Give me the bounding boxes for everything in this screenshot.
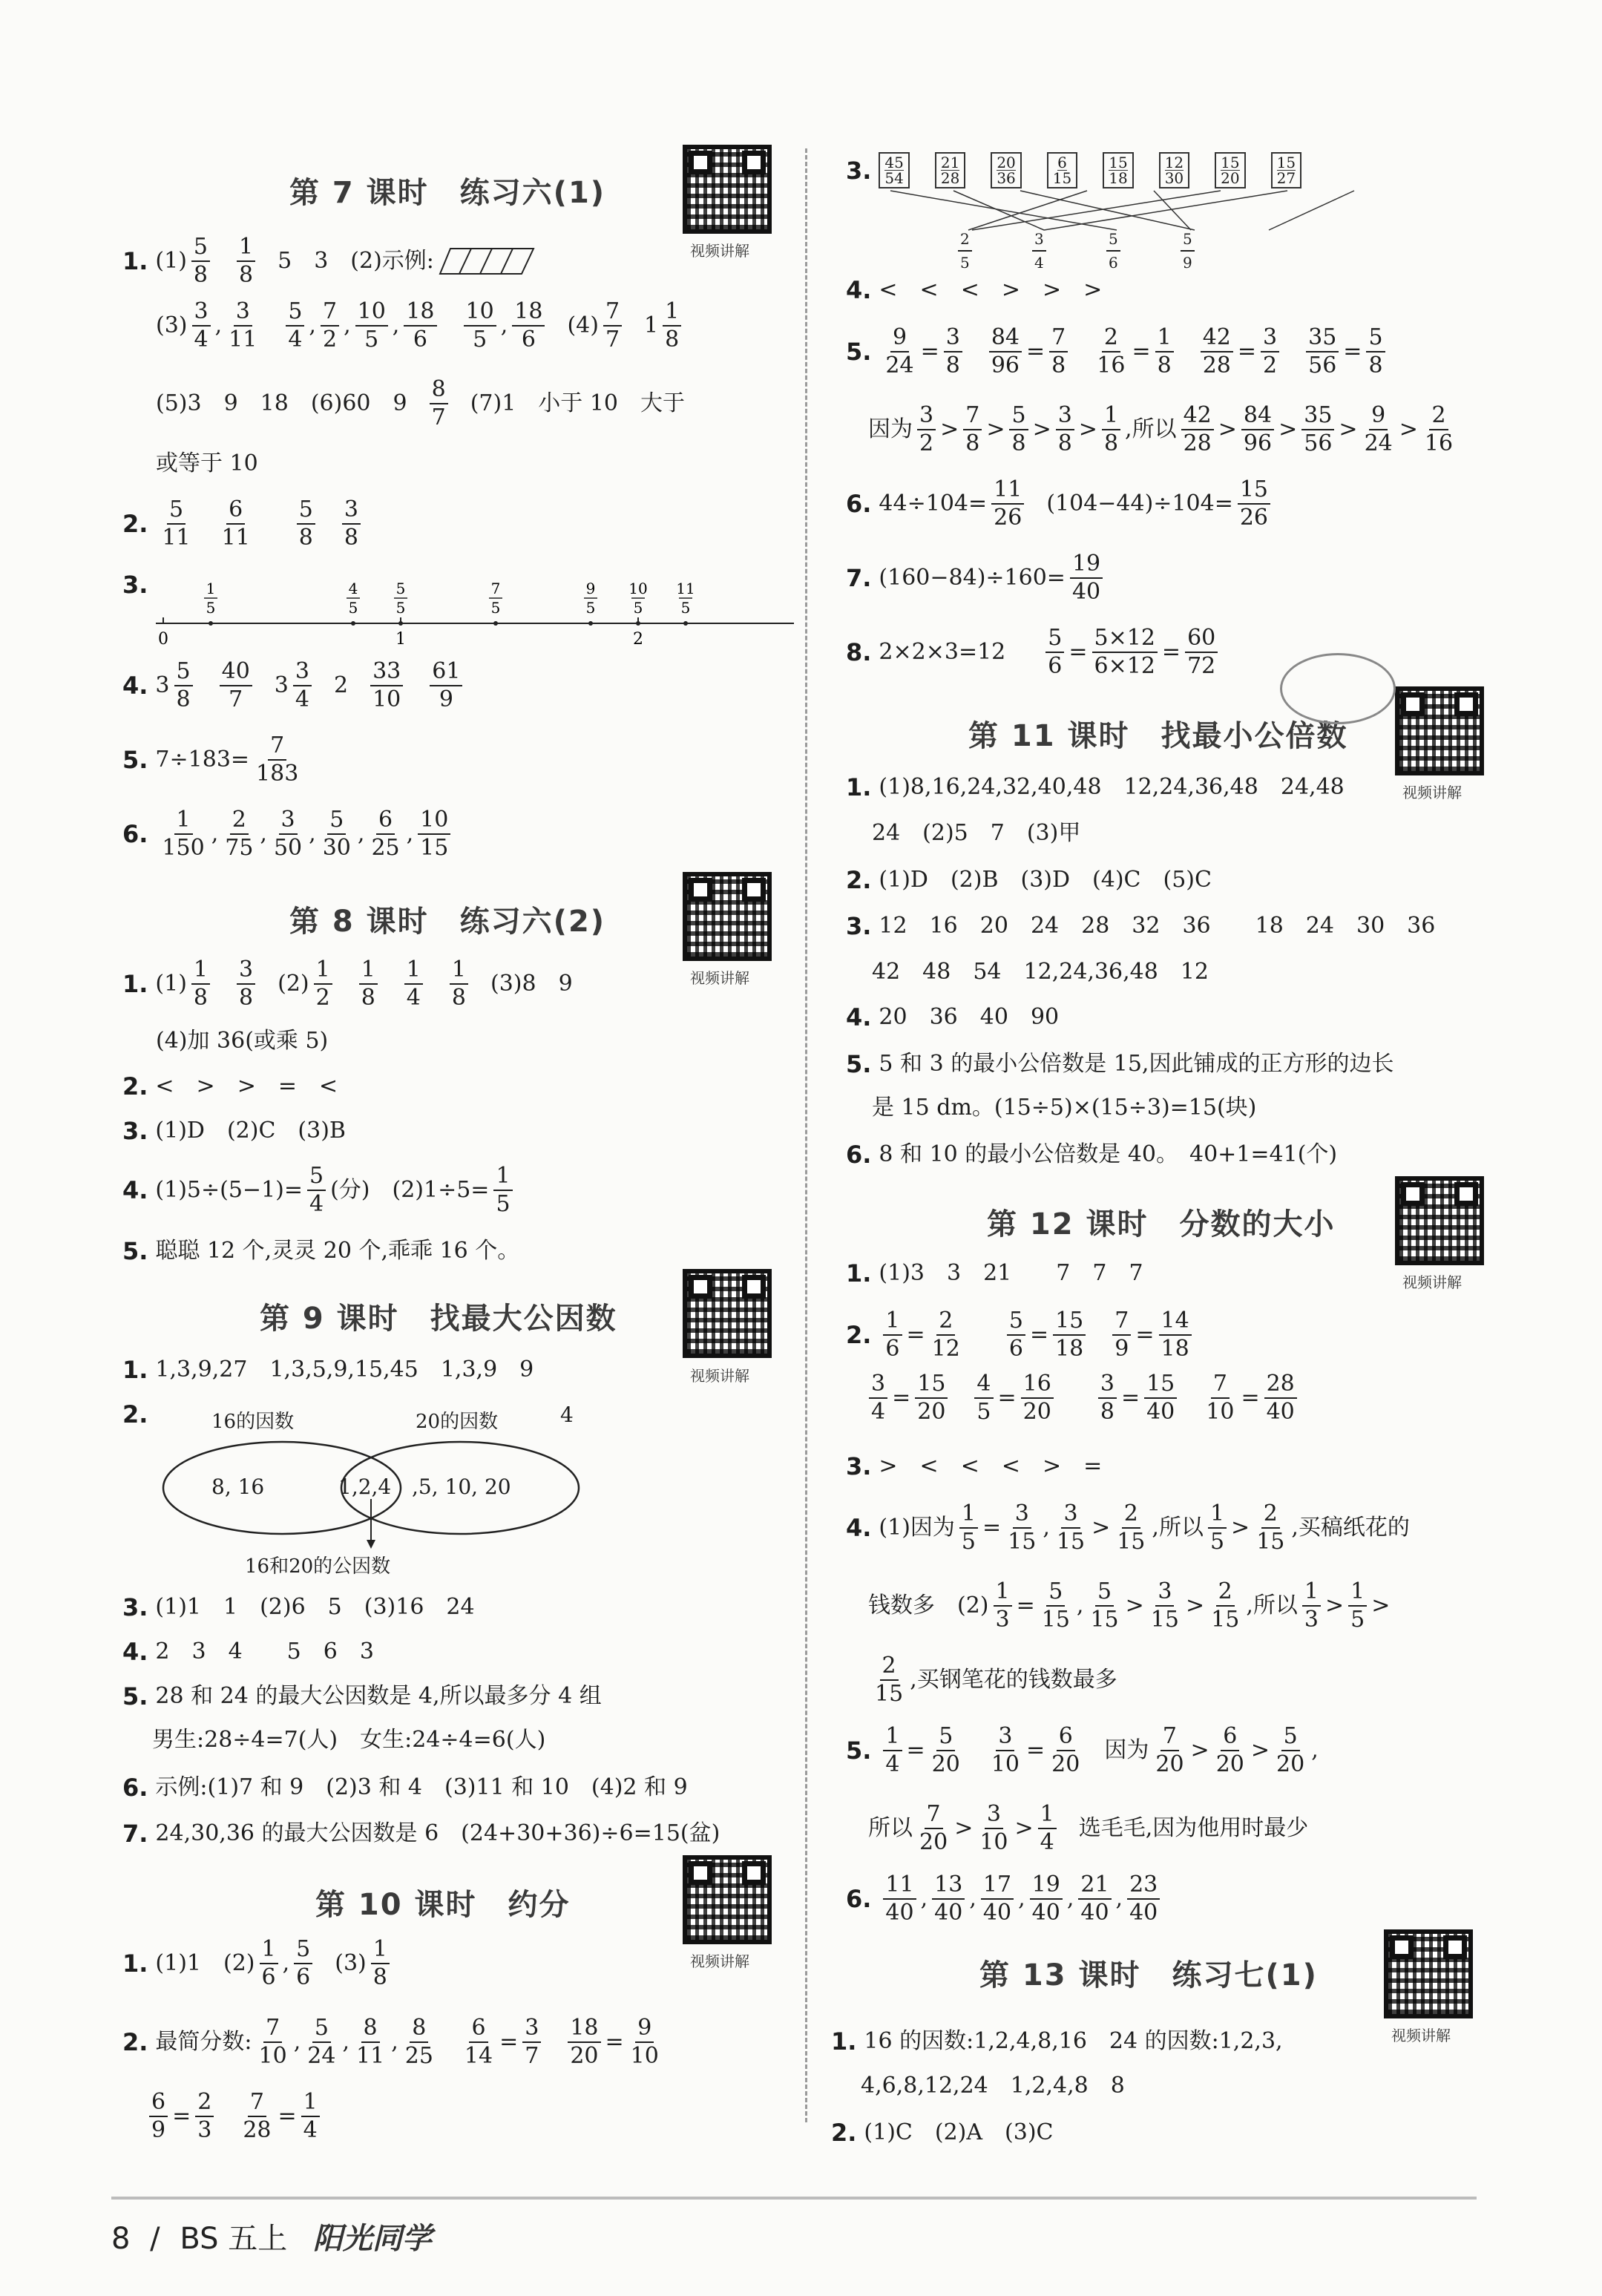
svg-text:1: 1 [206,580,216,597]
svg-text:5: 5 [490,599,501,617]
r-q8: 8. 2×2×3=12 $\frac{5}{6}$ = $\frac{5\times 12}{6\times 12}$ = $\frac{60}{72}$ [846,627,1222,678]
matching-lines [872,189,1465,234]
lesson-11-title: 第 11 课时 找最小公倍数 [968,719,1348,753]
venn-diagram [148,1399,668,1577]
svg-text:5: 5 [348,599,358,617]
l7-q1-line4: 或等于 10 [156,450,258,476]
qr-code-lesson-7[interactable] [683,145,772,234]
qr-label: 视频讲解 [690,1367,749,1385]
lesson-7-title: 第 7 课时 练习六(1) [289,176,606,210]
l7-q5: 5. 7÷183= $\frac{7}{183}$ [122,732,299,787]
lesson-8-title: 第 8 课时 练习六(2) [289,905,606,939]
number-line-point [489,580,502,626]
l11-q3-line2: 42 48 54 12,24,36,48 12 [872,959,1209,985]
qr-code-lesson-9[interactable] [683,1269,772,1358]
number-line-point [204,580,217,626]
l10-q1: 1. (1)1 (2) $\frac{1}{6}$ , $\frac{5}{6}$ (3) $\frac{1}{8}$ [122,1938,394,1989]
parallelogram-diagram [439,247,535,275]
svg-text:7: 7 [490,580,501,597]
l11-q6: 6. 8 和 10 的最小公倍数是 40。 40+1=41(个) [846,1141,1338,1169]
l9-q1: 1. 1,3,9,27 1,3,5,9,15,45 1,3,9 9 [122,1356,534,1384]
l12-q4-line3: $\frac{2}{15}$ ,买钢笔花的钱数最多 [875,1653,1117,1707]
lesson-13-title: 第 13 课时 练习七(1) [979,1958,1318,1992]
l7-q1-line3: (5)3 9 18 (6)60 9 $\frac{8}{7}$ (7)1 小于 10 大于 [156,376,685,430]
column-divider [805,148,807,2122]
venn-bottom-label: 16和20的公因数 [245,1555,391,1578]
venn-extra: 4 [560,1403,574,1427]
qr-code-lesson-11[interactable] [1395,686,1484,775]
l8-q5: 5. 聪聪 12 个,灵灵 20 个,乖乖 16 个。 [122,1237,520,1265]
q3-answer-1: $\frac{2}{5}$ [958,230,972,272]
footer [111,2215,432,2257]
l12-q6: 6. $\frac{11}{40}$ , $\frac{13}{40}$ , $\frac{17}{40}$ , $\frac{19}{40}$ , $\frac{21}{40}$ , $\frac{23}{40}$ [846,1874,1164,1924]
venn-left-only: 8, 16 [211,1475,265,1499]
l8-q2: 2. < > > = < [122,1072,338,1101]
svg-text:5: 5 [633,599,643,617]
lesson-10-title: 第 10 课时 约分 [315,1888,571,1922]
l11-q4: 4. 20 36 40 90 [846,1003,1060,1031]
l8-q4: 4. (1)5÷(5−1)= $\frac{5}{4}$ (分) (2)1÷5= $\frac{1}{5}$ [122,1165,517,1216]
q3-answer-2: $\frac{3}{4}$ [1032,230,1046,272]
number-line [148,571,801,653]
svg-text:5: 5 [680,599,691,617]
l13-q2: 2. (1)C (2)A (3)C [831,2119,1054,2147]
brand-logo: 阳光同学 [312,2222,432,2256]
l9-q2-num: 2. [122,1400,148,1429]
q3-answer-4: $\frac{5}{9}$ [1181,230,1195,272]
l9-q5-line1: 5. 28 和 24 的最大公因数是 4,所以最多分 4 组 [122,1682,602,1710]
r-q4: 4. < < < > > > [846,276,1103,304]
svg-text:9: 9 [585,580,596,597]
venn-right-only: ,5, 10, 20 [412,1475,511,1499]
l13-q1-line1: 1. 16 的因数:1,2,4,8,16 24 的因数:1,2,3, [831,2027,1283,2056]
l12-q2-line1: 2. $\frac{1}{6}$ = $\frac{2}{12}$ $\frac{5}{6}$ = $\frac{15}{18}$ $\frac{7}{9}$ = $\frac{14}{18}$ [846,1310,1196,1360]
svg-text:10: 10 [628,580,648,597]
l9-q7: 7. 24,30,36 的最大公因数是 6 (24+30+36)÷6=15(盆) [122,1820,720,1848]
l13-q1-line2: 4,6,8,12,24 1,2,4,8 8 [861,2073,1125,2099]
lesson-9-title: 第 9 课时 找最大公因数 [260,1302,617,1336]
l7-q4: 4. 3 $\frac{5}{8}$ $\frac{40}{7}$ 3 $\frac{3}{4}$ 2 $\frac{33}{10}$ $\frac{61}{9}$ [122,660,467,711]
l11-q1-line1: 1. (1)8,16,24,32,40,48 12,24,36,48 24,48 [846,773,1345,801]
l9-q6: 6. 示例:(1)7 和 9 (2)3 和 4 (3)11 和 10 (4)2 和 9 [122,1774,688,1802]
edition-label: BS 五上 [180,2222,288,2256]
number-line-point [347,580,360,626]
r-q5-line1: 5. $\frac{9}{24}$ = $\frac{3}{8}$ $\frac{84}{96}$ = $\frac{7}{8}$ $\frac{2}{16}$ = $\frac{1}{8}$ $\frac{42}{28}$ = $\frac{3}{2}$ $\frac{35}{56}$ = $\frac{5}{8}$ [846,327,1390,377]
qr-label: 视频讲解 [1402,784,1462,801]
l7-q3-num: 3. [122,571,148,599]
footer-separator: / [150,2222,160,2256]
l11-q5-line1: 5. 5 和 3 的最小公倍数是 15,因此铺成的正方形的边长 [846,1050,1394,1078]
l11-q2: 2. (1)D (2)B (3)D (4)C (5)C [846,866,1212,894]
qr-code-lesson-12[interactable] [1395,1176,1484,1265]
l12-q4-line2: 钱数多 (2) $\frac{1}{3}$ = $\frac{5}{15}$ , $\frac{5}{15}$ > $\frac{3}{15}$ > $\frac{2}{15}$ ,所以 $\frac{1}{3}$ > $\frac{1}{5}$ > [868,1578,1391,1633]
number-line-tick-label: 1 [395,630,406,649]
venn-common: 1,2,4 [338,1475,392,1499]
l9-q5-line2: 男生:28÷4=7(人) 女生:24÷4=6(人) [152,1727,546,1753]
number-line-tick-label: 0 [158,630,168,649]
l9-q3: 3. (1)1 1 (2)6 5 (3)16 24 [122,1593,475,1621]
svg-text:4: 4 [348,580,358,597]
qr-code-lesson-10[interactable] [683,1855,772,1944]
qr-code-lesson-13[interactable] [1384,1929,1473,2018]
svg-text:5: 5 [585,599,596,617]
l9-q4: 4. 2 3 4 5 6 3 [122,1638,374,1666]
r-q7: 7. (160−84)÷160= $\frac{19}{40}$ [846,553,1107,603]
l7-q1-line1: 1. (1) $\frac{5}{8}$ $\frac{1}{8}$ 5 3 (2)示例: [122,236,535,286]
l11-q3-line1: 3. 12 16 20 24 28 32 36 18 24 30 36 [846,912,1436,940]
page-number: 8 [111,2222,131,2256]
number-line-point [584,580,597,626]
qr-code-lesson-8[interactable] [683,872,772,961]
l8-q1-line1: 1. (1) $\frac{1}{8}$ $\frac{3}{8}$ (2) $\frac{1}{2}$ $\frac{1}{8}$ $\frac{1}{4}$ $\frac{1}{8}$ (3)8 9 [122,957,573,1011]
venn-right-label: 20的因数 [416,1411,499,1433]
svg-text:5: 5 [395,580,406,597]
r-q3: 3. 45 54 21 28 20 36 6 15 15 18 12 30 15 20 15 27 [846,152,1327,188]
l12-q1: 1. (1)3 3 21 7 7 7 [846,1259,1143,1288]
qr-label: 视频讲解 [1402,1273,1462,1291]
q3-answer-3: $\frac{5}{6}$ [1106,230,1120,272]
l11-q5-line2: 是 15 dm。(15÷5)×(15÷3)=15(块) [872,1095,1257,1121]
l7-q6: 6. $\frac{1}{150}$ , $\frac{2}{75}$ , $\frac{3}{50}$ , $\frac{5}{30}$ , $\frac{6}{25}$ , $\frac{10}{15}$ [122,809,455,859]
qr-label: 视频讲解 [1391,2027,1451,2044]
r-q5-line2: 因为 $\frac{3}{2}$ > $\frac{7}{8}$ > $\frac{5}{8}$ > $\frac{3}{8}$ > $\frac{1}{8}$ ,所以 $\frac{42}{28}$ > $\frac{84}{96}$ > $\frac{35}{56}$ > $\frac{9}{24}$ > $\frac{2}{16}$ [868,402,1454,456]
l7-q2: 2. $\frac{5}{11}$ $\frac{6}{11}$ $\frac{5}{8}$ $\frac{3}{8}$ [122,499,365,549]
qr-label: 视频讲解 [690,969,749,987]
l12-q3: 3. > < < < > = [846,1452,1103,1480]
number-line-tick-label: 2 [633,630,643,649]
l10-q2-line2: $\frac{6}{9}$ = $\frac{2}{3}$ $\frac{7}{28}$ = $\frac{1}{4}$ [145,2091,324,2142]
qr-label: 视频讲解 [690,242,749,260]
svg-text:5: 5 [206,599,216,617]
homework-stamp [1280,653,1396,724]
l11-q1-line2: 24 (2)5 7 (3)甲 [872,820,1081,846]
number-line-point [676,580,695,626]
l12-q4-line1: 4. (1)因为 $\frac{1}{5}$ = $\frac{3}{15}$ , $\frac{3}{15}$ > $\frac{2}{15}$ ,所以 $\frac{1}{5}$ > $\frac{2}{15}$ ,买稿纸花的 [846,1500,1410,1555]
qr-label: 视频讲解 [690,1952,749,1970]
r-q6: 6. 44÷104= $\frac{11}{26}$ (104−44)÷104= $\frac{15}{26}$ [846,479,1275,529]
venn-left-label: 16的因数 [211,1411,295,1433]
l8-q3: 3. (1)D (2)C (3)B [122,1117,346,1145]
l7-q1-line2: (3) $\frac{3}{4}$ , $\frac{3}{11}$ $\frac{5}{4}$ , $\frac{7}{2}$ , $\frac{10}{5}$ , $\frac{18}{6}$ $\frac{10}{5}$ , $\frac{18}{6}$ (4) $\frac{7}{7}$ 1 $\frac{1}{8}$ [156,301,686,351]
l12-q5-line2: 所以 $\frac{7}{20}$ > $\frac{3}{10}$ > $\frac{1}{4}$ 选毛毛,因为他用时最少 [868,1801,1309,1855]
svg-text:11: 11 [676,580,695,597]
footer-rule [111,2197,1477,2200]
svg-text:5: 5 [395,599,406,617]
l12-q2-line2: $\frac{3}{4}$ = $\frac{15}{20}$ $\frac{4}{5}$ = $\frac{16}{20}$ $\frac{3}{8}$ = $\frac{15}{40}$ $\frac{7}{10}$ = $\frac{28}{40}$ [864,1373,1301,1423]
l12-q5-line1: 5. $\frac{1}{4}$ = $\frac{5}{20}$ $\frac{3}{10}$ = $\frac{6}{20}$ 因为 $\frac{7}{20}$ > $\frac{6}{20}$ > $\frac{5}{20}$ , [846,1723,1319,1777]
l8-q1-line2: (4)加 36(或乘 5) [156,1028,329,1054]
l10-q2-line1: 2. 最简分数: $\frac{7}{10}$ , $\frac{5}{24}$ , $\frac{8}{11}$ , $\frac{8}{25}$ $\frac{6}{14}$ = $\frac{3}{7}$ $\frac{18}{20}$ = $\frac{9}{10}$ [122,2015,659,2069]
lesson-12-title: 第 12 课时 分数的大小 [987,1207,1336,1242]
